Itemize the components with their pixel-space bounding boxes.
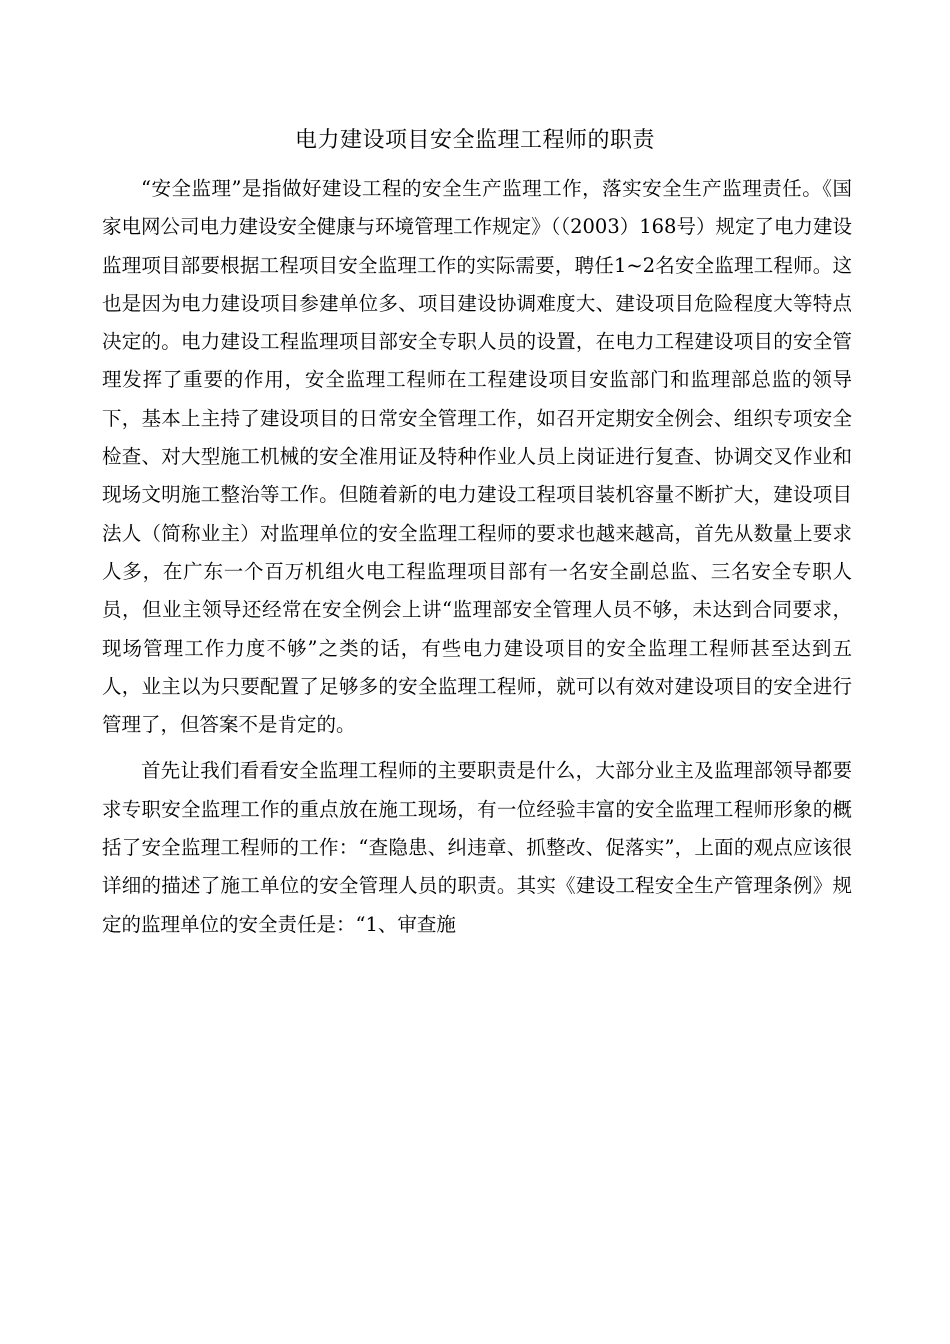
body-paragraph-2: 首先让我们看看安全监理工程师的主要职责是什么，大部分业主及监理部领导都要求专职安全监理工作的重点放在施工现场，有一位经验丰富的安全监理工程师形象的概括了安全监理工程师的工作：“查隐患、纠违章、抓整改、促落实”，上面的观点应该很详细的描述了施工单位的安全管理人员的职责。其实《建设工程安全生产管理条例》规定的监理单位的安全责任是：“1、审查施 — [102, 759, 852, 936]
document-title: 电力建设项目安全监理工程师的职责 — [294, 128, 655, 153]
body-paragraph-1: “安全监理”是指做好建设工程的安全生产监理工作，落实安全生产监理责任。《国家电网公司电力建设安全健康与环境管理工作规定》（（2003）168号）规定了电力建设监理项目部要根据工程项目安全监理工作的实际需要，聘任1~2名安全监理工程师。这也是因为电力建设项目参建单位多、项目建设协调难度大、建设项目危险程度大等特点决定的。电力建设工程监理项目部安全专职人员的设置，在电力工程建设项目的安全管理发挥了重要的作用，安全监理工程师在工程建设项目安监部门和监理部总监的领导下，基本上主持了建设项目的日常安全管理工作，如召开定期安全例会、组织专项安全检查、对大型施工机械的安全准用证及特种作业人员上岗证进行复查、协调交叉作业和现场文明施工整治等工作。但随着新的电力建设工程项目装机容量不断扩大，建设项目法人（简称业主）对监理单位的安全监理工程师的要求也越来越高，首先从数量上要求人多，在广东一个百万机组火电工程监理项目部有一名安全副总监、三名安全专职人员，但业主领导还经常在安全例会上讲“监理部安全管理人员不够，未达到合同要求，现场管理工作力度不够”之类的话，有些电力建设项目的安全监理工程师甚至达到五人，业主以为只要配置了足够多的安全监理工程师，就可以有效对建设项目的安全进行管理了，但答案不是肯定的。 — [102, 177, 852, 737]
document-body — [102, 170, 852, 944]
